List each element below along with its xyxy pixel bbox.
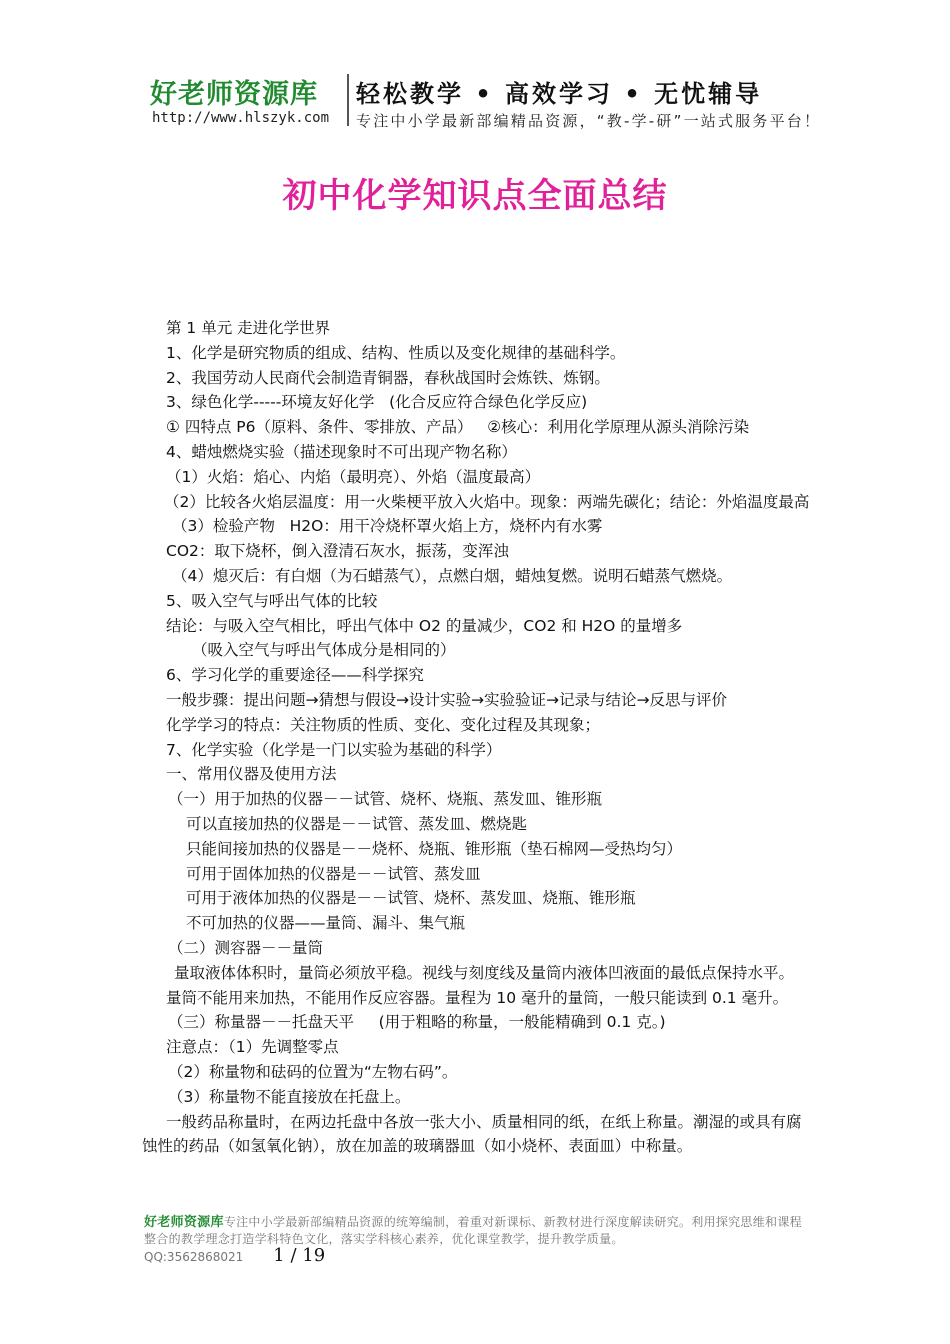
body-line: 不可加热的仪器——量筒、漏斗、集气瓶 <box>186 914 466 933</box>
header-divider <box>347 74 349 126</box>
body-line: （1）火焰：焰心、内焰（最明亮）、外焰（温度最高） <box>166 467 541 486</box>
body-line: （三）称量器－－托盘天平 (用于粗略的称量，一般能精确到 0.1 克。) <box>168 1013 666 1032</box>
body-line: 3、绿色化学-----环境友好化学 (化合反应符合绿色化学反应) <box>166 393 588 412</box>
body-line: 一般药品称量时，在两边托盘中各放一张大小、质量相同的纸，在纸上称量。潮湿的或具有腐蚀性的药品（如氢氧化钠），放在加盖的玻璃器皿（如小烧杯、表面皿）中称量。 <box>142 1112 802 1156</box>
header-tagline: 专注中小学最新部编精品资源，“教-学-研”一站式服务平台！ <box>356 112 822 130</box>
page-footer <box>144 1214 814 1266</box>
body-line: 结论：与吸入空气相比，呼出气体中 O2 的量减少，CO2 和 H2O 的量增多 <box>166 616 683 635</box>
body-line: 5、吸入空气与呼出气体的比较 <box>166 591 378 610</box>
body-line: （二）测容器－－量筒 <box>168 938 324 957</box>
body-line: 4、蜡烛燃烧实验（描述现象时不可出现产物名称） <box>166 442 517 461</box>
footer-qq: QQ:3562868021 <box>144 1250 244 1264</box>
brand-logo-text: 好老师资源库 <box>150 79 318 110</box>
footer-text: 专注中小学最新部编精品资源的统筹编制，着重对新课标、新教材进行深度解读研究。利用探究思维和课程整合的教学理念打造学科特色文化，落实学科核心素养，优化课堂教学，提升教学质量。 <box>144 1215 802 1246</box>
body-line: （2）比较各火焰层温度：用一火柴梗平放入火焰中。现象：两端先碳化；结论：外焰温度最高 <box>164 492 810 511</box>
body-line: 一、常用仪器及使用方法 <box>166 765 337 784</box>
body-line: 第 1 单元 走进化学世界 <box>166 319 331 337</box>
body-line: ① 四特点 P6（原料、条件、零排放、产品） ②核心：利用化学原理从源头消除污染 <box>166 418 750 437</box>
body-line: （2）称量物和砝码的位置为“左物右码”。 <box>168 1062 458 1081</box>
body-line: 注意点：（1）先调整零点 <box>166 1038 339 1057</box>
body-line: 一般步骤：提出问题→猜想与假设→设计实验→实验验证→记录与结论→反思与评价 <box>166 690 727 709</box>
footer-brand: 好老师资源库 <box>144 1215 224 1230</box>
page-header <box>150 72 910 132</box>
page-number: 1 / 19 <box>273 1245 326 1266</box>
body-line: 可用于固体加热的仪器是－－试管、蒸发皿 <box>186 864 481 883</box>
header-slogan: 轻松教学 • 高效学习 • 无忧辅导 <box>356 80 763 108</box>
body-line: 6、学习化学的重要途径——科学探究 <box>166 666 424 685</box>
body-line: 可用于液体加热的仪器是－－试管、烧杯、蒸发皿、烧瓶、锥形瓶 <box>186 889 636 908</box>
body-line: （3）称量物不能直接放在托盘上。 <box>168 1087 411 1106</box>
body-line: 量筒不能用来加热，不能用作反应容器。量程为 10 毫升的量筒，一般只能读到 0.1 毫升。 <box>166 988 789 1007</box>
body-line: （一）用于加热的仪器－－试管、烧杯、烧瓶、蒸发皿、锥形瓶 <box>168 790 603 809</box>
footer-meta <box>144 1247 814 1266</box>
body-line: 1、化学是研究物质的组成、结构、性质以及变化规律的基础科学。 <box>166 343 626 362</box>
body-line: （4）熄灭后：有白烟（为石蜡蒸气），点燃白烟，蜡烛复燃。说明石蜡蒸气燃烧。 <box>172 566 733 585</box>
document-body <box>142 316 810 1159</box>
body-line: CO2：取下烧杯，倒入澄清石灰水，振荡，变浑浊 <box>166 542 509 561</box>
body-line: 化学学习的特点：关注物质的性质、变化、变化过程及其现象； <box>166 715 601 734</box>
body-line: 量取液体体积时，量筒必须放平稳。视线与刻度线及量筒内液体凹液面的最低点保持水平。 <box>174 963 795 982</box>
document-title: 初中化学知识点全面总结 <box>282 176 668 216</box>
body-line: 2、我国劳动人民商代会制造青铜器，春秋战国时会炼铁、炼钢。 <box>166 368 610 387</box>
footer-description <box>144 1214 814 1247</box>
body-line: 7、化学实验（化学是一门以实验为基础的科学） <box>166 740 502 759</box>
body-line: 只能间接加热的仪器是－－烧杯、烧瓶、锥形瓶（垫石棉网—受热均匀） <box>186 839 683 858</box>
body-line: （吸入空气与呼出气体成分是相同的） <box>192 641 456 660</box>
body-line: 可以直接加热的仪器是－－试管、蒸发皿、燃烧匙 <box>186 814 528 833</box>
body-line: （3）检验产物 H2O：用干冷烧杯罩火焰上方，烧杯内有水雾 <box>172 517 603 536</box>
header-url[interactable]: http://www.hlszyk.com <box>152 110 330 126</box>
